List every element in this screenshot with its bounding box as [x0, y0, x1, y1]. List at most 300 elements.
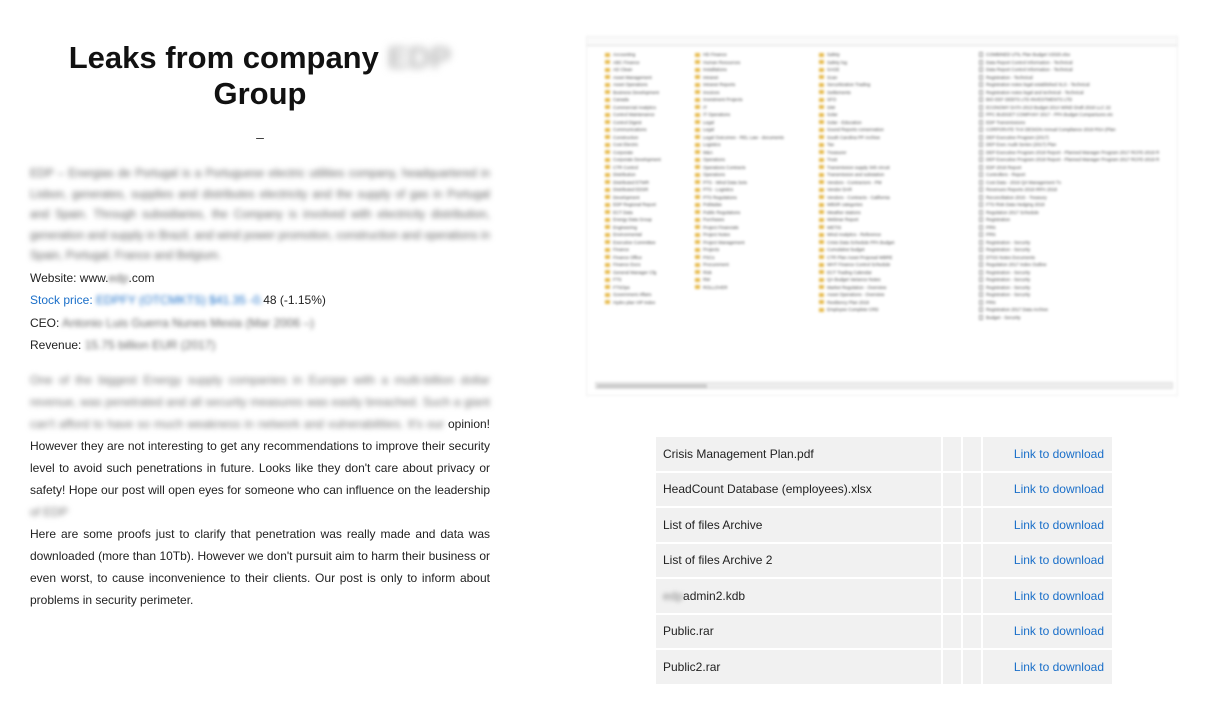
explorer-item [819, 74, 894, 82]
explorer-item [979, 269, 1159, 277]
explorer-item [819, 141, 894, 149]
folder-icon [819, 270, 824, 274]
explorer-item [979, 246, 1159, 254]
explorer-item [605, 164, 661, 172]
stock-line [30, 289, 490, 312]
empty-cell [961, 544, 981, 578]
folder-icon [695, 75, 700, 79]
folder-icon [605, 150, 610, 154]
folder-icon [605, 240, 610, 244]
download-link[interactable]: Link to download [981, 650, 1112, 684]
folder-icon [819, 255, 824, 259]
explorer-item-label: Finance [613, 247, 630, 252]
folder-icon [819, 278, 824, 282]
download-file-name [656, 508, 941, 542]
explorer-item-label: Intranet [703, 74, 719, 80]
explorer-item [979, 231, 1159, 239]
ceo-redacted: Antonio Luis Guerra Nunes Mexia (Mar 2006 –) [62, 315, 315, 330]
folder-icon [695, 98, 700, 102]
folder-icon [819, 143, 824, 147]
empty-cell [941, 437, 961, 471]
explorer-item-label: Risk [703, 269, 712, 275]
download-table [656, 435, 1112, 686]
folder-icon [819, 285, 824, 289]
explorer-item-label: DEP Exec Audit Series (2017) Plan [986, 142, 1057, 147]
folder-icon [605, 278, 610, 282]
folder-icon [819, 150, 824, 154]
explorer-item-label: Operations Contracts [703, 164, 746, 170]
explorer-item-label: Environmental [613, 232, 642, 237]
folder-icon [819, 83, 824, 87]
explorer-item-label: Asset Operations [613, 82, 648, 87]
folder-icon [695, 158, 700, 162]
folder-icon [605, 210, 610, 214]
folder-icon [695, 210, 700, 214]
folder-icon [819, 248, 824, 252]
stock-ticker-redacted[interactable]: EDPFY (OTCMKTS) $41.35 -0. [96, 293, 264, 307]
explorer-item [819, 156, 894, 164]
explorer-item-label: Weather stations [827, 209, 861, 215]
folder-icon [695, 225, 700, 229]
explorer-item-label: RM [703, 277, 710, 282]
folder-icon [819, 165, 824, 169]
folder-icon [819, 225, 824, 229]
explorer-item-label: Project Notes [703, 232, 731, 237]
explorer-item-label: Accounting [613, 52, 636, 57]
file-icon [979, 247, 983, 252]
explorer-item [979, 66, 1159, 74]
explorer-item-label: Purchases [703, 217, 725, 222]
file-icon [979, 307, 983, 312]
explorer-item [695, 171, 784, 179]
explorer-item [605, 246, 661, 254]
file-icon [979, 75, 983, 80]
explorer-item-label: SFO [827, 97, 837, 102]
explorer-item [819, 306, 894, 314]
explorer-item [695, 246, 784, 254]
empty-cell [961, 650, 981, 684]
folder-icon [819, 120, 824, 124]
explorer-item-label: QA Budget Variance Notes [827, 277, 881, 282]
explorer-item-label: Control Digest [613, 119, 642, 125]
explorer-item [819, 111, 894, 119]
company-meta [30, 267, 490, 357]
empty-cell [941, 473, 961, 507]
website-suffix: .com [128, 270, 155, 285]
file-icon [979, 285, 983, 290]
explorer-item [695, 276, 784, 284]
explorer-item [979, 74, 1159, 82]
explorer-item [979, 156, 1159, 164]
file-name-text: Public.rar [663, 624, 714, 639]
body-redacted-tail: of EDP [30, 504, 69, 519]
explorer-item [695, 254, 784, 262]
explorer-item [979, 194, 1159, 202]
file-icon [979, 172, 983, 177]
folder-icon [605, 83, 610, 87]
folder-icon [695, 218, 700, 222]
folder-icon [695, 203, 700, 207]
folder-icon [605, 135, 610, 139]
explorer-item [819, 149, 894, 157]
explorer-item-label: Procurement [703, 262, 729, 267]
ceo-label: CEO: [30, 315, 60, 330]
explorer-item [695, 231, 784, 239]
explorer-item-label: Registration - Security [986, 284, 1031, 290]
folder-icon [695, 150, 700, 154]
explorer-item-label: Invoices [703, 89, 720, 95]
explorer-item-label: Project Financials [703, 224, 739, 230]
explorer-item-label: Development [613, 194, 640, 200]
folder-icon [605, 225, 610, 229]
explorer-item [605, 104, 661, 112]
explorer-item [605, 179, 661, 187]
explorer-item [695, 164, 784, 172]
explorer-item-label: Reconciliation 2015 - Treasury [986, 194, 1047, 200]
explorer-item-label: PTS Regulations [703, 194, 737, 200]
explorer-item-label: CTR Control [613, 164, 639, 170]
explorer-item-label: ROLLOVER [703, 284, 728, 290]
explorer-item-label: Canada [613, 97, 629, 102]
explorer-item [819, 201, 894, 209]
folder-icon [695, 285, 700, 289]
explorer-item-label: Safety log [827, 59, 848, 65]
download-row [656, 437, 1112, 471]
explorer-item [819, 66, 894, 74]
folder-icon [819, 293, 824, 297]
explorer-item [819, 59, 894, 67]
explorer-item [979, 276, 1159, 284]
folder-icon [819, 180, 824, 184]
explorer-item-label: COMBINED UTIL Plan Budget V2020.xlsx [986, 52, 1071, 57]
explorer-item-label: Regulation 2017 Index Outline [986, 262, 1047, 267]
folder-icon [605, 128, 610, 132]
folder-icon [819, 195, 824, 199]
title-divider: – [256, 129, 264, 145]
folder-icon [819, 210, 824, 214]
explorer-item [819, 119, 894, 127]
folder-icon [819, 308, 824, 312]
article [30, 40, 490, 611]
explorer-item-label: Budget - Security [986, 314, 1021, 320]
folder-icon [819, 135, 824, 139]
folder-icon [695, 143, 700, 147]
explorer-item-label: Regulation 2017 Schedule [986, 209, 1039, 215]
explorer-item [979, 314, 1159, 322]
explorer-item-label: WBSR categories [827, 202, 863, 207]
empty-cell [941, 650, 961, 684]
file-explorer-screenshot [586, 36, 1178, 396]
stock-redacted [96, 293, 263, 307]
folder-icon [695, 90, 700, 94]
folder-icon [819, 60, 824, 64]
folder-icon [695, 195, 700, 199]
explorer-item-label: Securitization Trading [827, 82, 871, 87]
explorer-item-label: DEP Executive Program (2017) [986, 134, 1049, 140]
empty-cell [961, 473, 981, 507]
explorer-item-label: ECONOMY DATA 2013 Budget 2014 WIND Draft 2018 LLC 22 [986, 104, 1111, 110]
folder-icon [605, 293, 610, 297]
explorer-item [695, 201, 784, 209]
explorer-item-label: Registration - Technical [986, 74, 1033, 80]
explorer-item [695, 194, 784, 202]
explorer-item-label: Executive Committee [613, 239, 656, 245]
folder-icon [605, 285, 610, 289]
explorer-item-label: Finance Docs [613, 262, 641, 267]
folder-icon [695, 53, 700, 57]
folder-icon [695, 233, 700, 237]
explorer-item [819, 261, 894, 269]
download-link[interactable]: Link to download [981, 615, 1112, 649]
explorer-item-label: Solar - Education [827, 119, 862, 125]
explorer-item [605, 74, 661, 82]
empty-cell [961, 615, 981, 649]
explorer-item [979, 224, 1159, 232]
folder-icon [605, 218, 610, 222]
folder-icon [605, 233, 610, 237]
explorer-item [819, 126, 894, 134]
explorer-item-label: CTR Plan Asset Proposal WBRE [827, 254, 893, 260]
explorer-item [695, 239, 784, 247]
folder-icon [819, 188, 824, 192]
folder-icon [605, 255, 610, 259]
explorer-item-label: Safety [827, 52, 840, 57]
file-icon [979, 82, 983, 87]
explorer-item [695, 119, 784, 127]
explorer-item-label: Asset Operations - Overview [827, 292, 885, 297]
explorer-item [695, 179, 784, 187]
folder-icon [819, 75, 824, 79]
explorer-item-label: Transmission supply 345 circuit [827, 164, 890, 170]
explorer-item-label: Engineering [613, 224, 638, 230]
explorer-item-label: Sound Reports conservation [827, 127, 884, 132]
explorer-item [979, 111, 1159, 119]
explorer-item [695, 111, 784, 119]
explorer-item [605, 156, 661, 164]
explorer-item [819, 284, 894, 292]
explorer-item-label: CORPORATE TAX DESIGN Annual Compliance 2019 RSA (Plan [986, 127, 1116, 132]
explorer-item-label: Public Regulations [703, 209, 741, 215]
explorer-item [695, 89, 784, 97]
file-icon [979, 255, 983, 260]
folder-icon [605, 120, 610, 124]
explorer-item-label: Human Resources [703, 59, 741, 65]
explorer-item [819, 51, 894, 59]
explorer-item [979, 89, 1159, 97]
download-file-name [656, 615, 941, 649]
explorer-item [605, 119, 661, 127]
explorer-item-label: BIO EEF DEBTS LTD INVESTMENTS LTD [986, 97, 1073, 102]
folder-icon [695, 68, 700, 72]
explorer-item [979, 51, 1159, 59]
website-line [30, 267, 490, 290]
file-icon [979, 105, 983, 110]
folder-icon [695, 188, 700, 192]
explorer-item-label: Webinar Report [827, 217, 859, 222]
file-icon [979, 240, 983, 245]
explorer-item [695, 59, 784, 67]
download-link[interactable]: Link to download [981, 437, 1112, 471]
folder-icon [819, 105, 824, 109]
explorer-item [605, 239, 661, 247]
explorer-item [979, 126, 1159, 134]
explorer-item [979, 284, 1159, 292]
file-icon [979, 187, 983, 192]
folder-icon [819, 218, 824, 222]
explorer-item [605, 291, 661, 299]
revenue-redacted: 15.75 billion EUR (2017) [84, 338, 216, 352]
download-link[interactable]: Link to download [981, 579, 1112, 613]
explorer-item [979, 254, 1159, 262]
website-redacted: edp [108, 270, 129, 285]
explorer-item [605, 81, 661, 89]
explorer-item [605, 96, 661, 104]
explorer-item-label: Wind Analytics - Reference [827, 232, 882, 237]
folder-icon [695, 83, 700, 87]
explorer-item-label: PSCs [703, 254, 715, 260]
explorer-item-label: Hydro plan VIP index [613, 299, 656, 305]
explorer-item-label: Crisis Data Schedule PPA Budget [827, 239, 895, 245]
folder-icon [695, 255, 700, 259]
explorer-item-label: HD Finance [703, 52, 727, 57]
empty-cell [941, 615, 961, 649]
explorer-item [979, 291, 1159, 299]
explorer-item-label: Registration notes legal and technical - Technical [986, 89, 1084, 95]
explorer-item-label: PPC BUDGET COMPANY 2017 - PPA Budget Comparisons etc [986, 112, 1113, 117]
explorer-item [979, 239, 1159, 247]
explorer-item [819, 224, 894, 232]
explorer-item-label: Registration 2017 Data Archive [986, 307, 1049, 312]
stock-price-link[interactable]: Stock price: [30, 293, 93, 307]
file-icon [979, 292, 983, 297]
body-paragraph-2: Here are some proofs just to clarify that penetration was really made and data was downloaded (more than 10Tb). However we don't pursuit aim to harm their business or even worst, to cause inconvenience to their clients. Our post is only to inform about problems in security perimeter. [30, 526, 490, 607]
folder-icon [819, 113, 824, 117]
file-icon [979, 97, 983, 102]
explorer-item [605, 51, 661, 59]
explorer-item [819, 164, 894, 172]
file-icon [979, 135, 983, 140]
folder-icon [605, 143, 610, 147]
folder-icon [819, 240, 824, 244]
explorer-item-label: ECT Trading Calendar [827, 269, 872, 275]
folder-icon [695, 173, 700, 177]
explorer-item-label: South Carolina PP Archive [827, 134, 880, 140]
explorer-item-label: Investment Projects [703, 97, 743, 102]
folder-icon [819, 53, 824, 57]
folder-icon [605, 165, 610, 169]
title-text: Leaks from company [68, 40, 379, 75]
explorer-item [979, 104, 1159, 112]
empty-cell [941, 579, 961, 613]
explorer-item-label: SAGE [827, 67, 840, 72]
explorer-item-label: EDP Transmissions [986, 119, 1026, 125]
file-icon [979, 67, 983, 72]
explorer-item-label: DEP Executive Program 2018 Report - Planned Manager Program 2017 RCFE-2019 R [986, 149, 1160, 155]
explorer-item-label: IT [703, 104, 707, 110]
explorer-item [819, 269, 894, 277]
explorer-item-label: ABC Finance [613, 59, 640, 65]
explorer-item [695, 104, 784, 112]
download-row [656, 579, 1112, 613]
explorer-item [605, 141, 661, 149]
stock-value: 48 (-1.15%) [263, 293, 326, 307]
file-icon [979, 300, 983, 305]
file-icon [979, 270, 983, 275]
explorer-item [605, 66, 661, 74]
explorer-item [819, 291, 894, 299]
explorer-item [695, 81, 784, 89]
folder-icon [819, 203, 824, 207]
file-icon [979, 195, 983, 200]
explorer-item-label: Corporate [613, 149, 634, 155]
file-icon [979, 60, 983, 65]
explorer-item-label: Registration - Security [986, 277, 1031, 282]
explorer-item-label: Commercial Analytics [613, 104, 657, 110]
explorer-item-label: Cost Electric [613, 142, 639, 147]
explorer-item [819, 239, 894, 247]
explorer-item [819, 179, 894, 187]
explorer-item [979, 149, 1159, 157]
explorer-item [695, 216, 784, 224]
explorer-item-label: Solar [827, 112, 838, 117]
download-link[interactable]: Link to download [981, 544, 1112, 578]
folder-icon [605, 60, 610, 64]
explorer-item [979, 216, 1159, 224]
empty-cell [941, 544, 961, 578]
file-icon [979, 157, 983, 162]
explorer-item [605, 149, 661, 157]
explorer-item-label: Asset Management [613, 74, 652, 80]
explorer-item [605, 284, 661, 292]
explorer-item-label: Settlements [827, 89, 851, 95]
explorer-item-label: Government Affairs [613, 292, 652, 297]
explorer-item-label: FTSOps [613, 284, 630, 290]
explorer-item [695, 209, 784, 217]
empty-cell [961, 437, 981, 471]
folder-icon [695, 165, 700, 169]
download-link[interactable]: Link to download [981, 508, 1112, 542]
explorer-item-label: IT Operations [703, 112, 731, 117]
explorer-item [819, 276, 894, 284]
explorer-item [695, 141, 784, 149]
download-row [656, 615, 1112, 649]
explorer-column-4 [979, 51, 1159, 321]
file-icon [979, 90, 983, 95]
explorer-item [819, 89, 894, 97]
explorer-item [605, 231, 661, 239]
explorer-item-label: Data Report Control Information - Technical [986, 59, 1073, 65]
explorer-item [819, 216, 894, 224]
explorer-item [695, 224, 784, 232]
explorer-item-label: Registration - Security [986, 292, 1031, 297]
explorer-item-label: Revenues Reports 2018 IRPA 2018 [986, 187, 1057, 192]
explorer-item-label: PRN [986, 299, 996, 305]
file-icon [979, 120, 983, 125]
explorer-item-label: SIM [827, 104, 836, 110]
explorer-item [819, 254, 894, 262]
explorer-item-label: Finance Office [613, 254, 642, 260]
file-name-redacted: edp [663, 588, 684, 603]
ceo-line [30, 312, 490, 335]
folder-icon [819, 158, 824, 162]
explorer-item [979, 261, 1159, 269]
explorer-item [605, 89, 661, 97]
download-link[interactable]: Link to download [981, 473, 1112, 507]
explorer-item [819, 246, 894, 254]
file-icon [979, 180, 983, 185]
folder-icon [605, 180, 610, 184]
file-name-text: HeadCount Database (employees).xlsx [663, 482, 872, 497]
